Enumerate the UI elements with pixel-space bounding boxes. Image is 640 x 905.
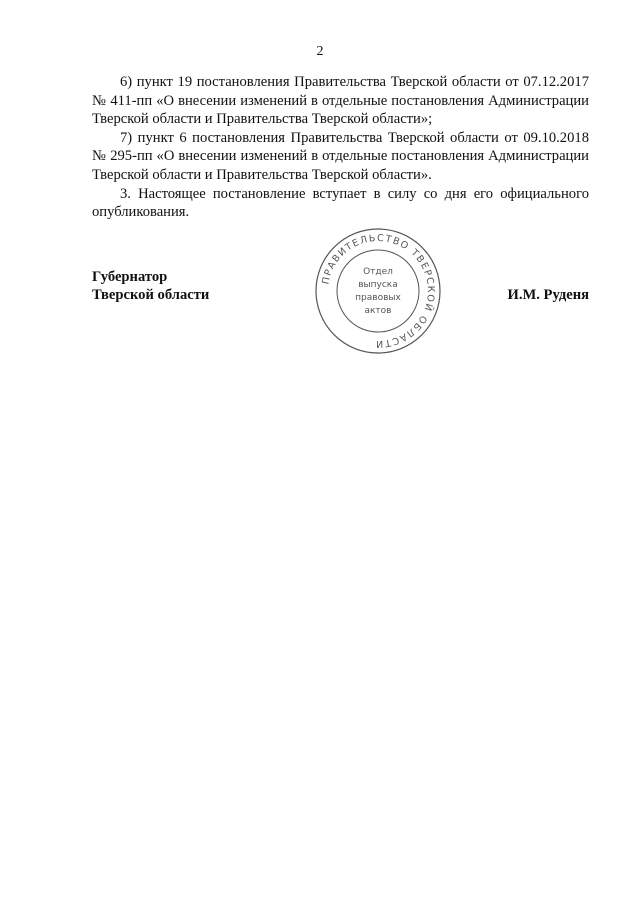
- paragraph-item-7: 7) пункт 6 постановления Правительства Тверской области от 09.10.2018 № 295-пп «О внесении изменений в отдельные постановления Администрации Тверской области и Правительства Тверской области».: [92, 129, 589, 183]
- stamp-center-line-2: выпуска: [358, 280, 398, 290]
- stamp-ring-text: ПРАВИТЕЛЬСТВО ТВЕРСКОЙ ОБЛАСТИ: [320, 232, 437, 350]
- signatory-name: И.М. Руденя: [507, 287, 589, 303]
- stamp-center-line-4: актов: [364, 306, 392, 316]
- page-number: 2: [316, 44, 324, 59]
- stamp-center-line-1: Отдел: [363, 267, 393, 277]
- document-body: [92, 73, 589, 222]
- signatory-region: Тверской области: [92, 287, 210, 303]
- stamp-center-line-3: правовых: [355, 293, 401, 303]
- signatory-position: [92, 268, 209, 304]
- signatory-title: Губернатор: [92, 269, 168, 285]
- signature-block: [92, 268, 589, 328]
- paragraph-effective-date: 3. Настоящее постановление вступает в силу со дня его официального опубликования.: [92, 185, 589, 221]
- paragraph-item-6: 6) пункт 19 постановления Правительства Тверской области от 07.12.2017 № 411-пп «О внесении изменений в отдельные постановления Администрации Тверской области и Правительства Тверской области»;: [92, 74, 589, 128]
